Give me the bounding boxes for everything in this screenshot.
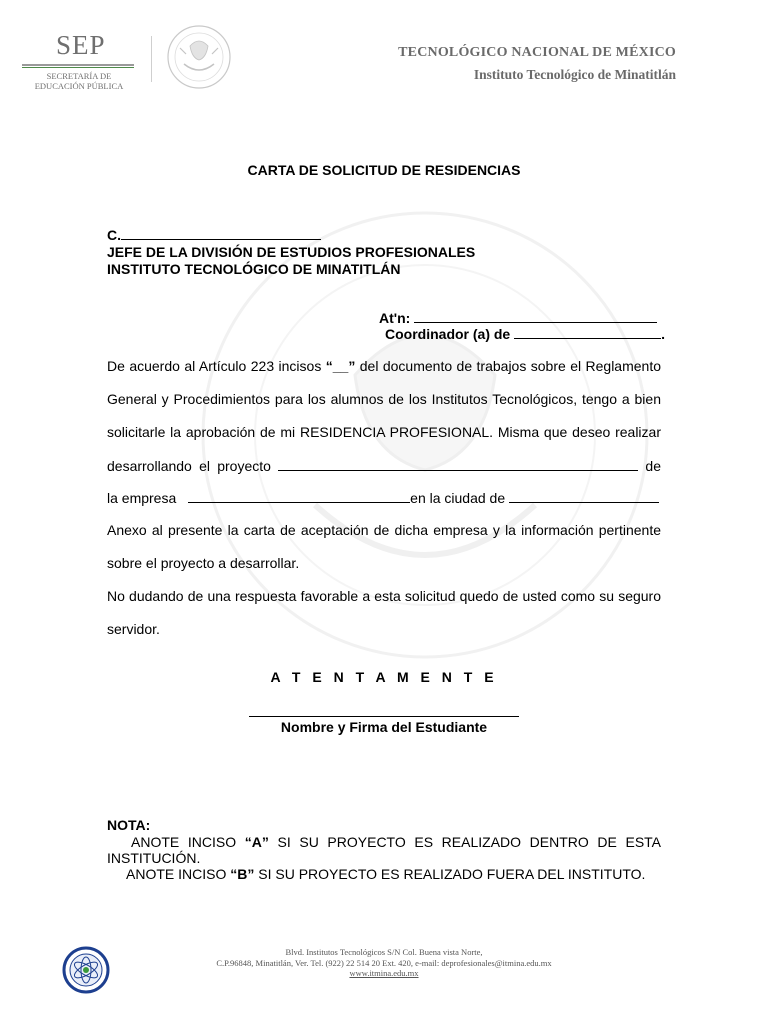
city-blank[interactable] <box>509 489 659 503</box>
institution-name: TECNOLÓGICO NACIONAL DE MÉXICO <box>398 45 676 60</box>
footer-address <box>0 947 768 979</box>
body-line-3: solicitarle la aprobación de mi RESIDENCIA PROFESIONAL. Misma que deseo realizar <box>107 424 661 440</box>
body-line-8: No dudando de una respuesta favorable a esta solicitud quedo de usted como su seguro <box>107 588 661 604</box>
header-divider <box>151 36 152 82</box>
sep-subtitle-line1: SECRETARÍA DE <box>46 71 112 81</box>
attn-blank[interactable] <box>414 309 657 323</box>
body-line-1 <box>107 358 661 374</box>
coordinator-blank[interactable] <box>514 325 661 339</box>
nota-a-pre: ANOTE INCISO <box>131 834 237 850</box>
signature-label: Nombre y Firma del Estudiante <box>280 719 488 735</box>
company-blank[interactable] <box>188 489 410 503</box>
body-line-4 <box>107 457 661 474</box>
attn-label: At'n: <box>379 310 411 326</box>
recipient-c-label: C. <box>107 227 121 243</box>
footer-line1: Blvd. Institutos Tecnológicos S/N Col. Buena vista Norte, <box>285 947 483 957</box>
nota-a-letter: “A” <box>244 834 269 850</box>
recipient-block <box>107 226 475 278</box>
company-label: la empresa <box>107 490 177 506</box>
institute-name: Instituto Tecnológico de Minatitlán <box>473 67 676 82</box>
sep-logo-icon <box>22 30 137 90</box>
nota-label: NOTA: <box>107 817 151 833</box>
recipient-institution: INSTITUTO TECNOLÓGICO DE MINATITLÁN <box>107 261 401 277</box>
city-label: en la ciudad de <box>410 490 506 506</box>
nota-a-line1: ANOTE INCISO “A” SI SU PROYECTO ES REALIZADO DENTRO DE ESTA <box>131 834 662 850</box>
body-line-9: servidor. <box>107 621 160 637</box>
sep-logo-subtitle <box>28 71 130 91</box>
recipient-name-line <box>107 226 475 244</box>
nota-b-pre: ANOTE INCISO <box>126 866 227 882</box>
body-line-5 <box>107 489 661 506</box>
nota-b-post: SI SU PROYECTO ES REALIZADO FUERA DEL INSTITUTO. <box>258 866 646 882</box>
coordinator-label: Coordinador (a) de <box>385 326 511 342</box>
coordinator-line <box>385 325 665 343</box>
footer-line2: C.P.96848, Minatitlán, Ver. Tel. (922) 22 514 20 Ext. 420, e-mail: deprofesionales@itmina.edu.mx <box>216 957 552 968</box>
atentamente: A T E N T A M E N T E <box>270 669 498 685</box>
body-line-4-de: de <box>645 458 661 474</box>
body-line-1-text-a: De acuerdo al Artículo 223 incisos <box>107 358 322 374</box>
body-line-1-text-b: del documento de trabajos sobre el Reglamento <box>359 358 661 374</box>
sep-logo-text: SEP <box>56 30 106 60</box>
sep-logo-rule-green <box>22 67 134 68</box>
coordinator-end: . <box>661 326 666 342</box>
nota-a-line2: INSTITUCIÓN. <box>107 850 201 866</box>
quote-close: ” <box>348 358 356 374</box>
project-blank[interactable] <box>278 457 638 471</box>
mexico-coat-of-arms-icon <box>166 24 232 90</box>
body-line-6: Anexo al presente la carta de aceptación de dicha empresa y la información pertinente <box>107 522 661 538</box>
nota-a <box>107 834 661 850</box>
nota-b <box>126 866 645 882</box>
inciso-blank[interactable]: __ <box>332 358 349 374</box>
project-label: desarrollando el proyecto <box>107 458 271 474</box>
body-line-2: General y Procedimientos para los alumnos de los Institutos Tecnológicos, tengo a bien <box>107 391 661 407</box>
footer-website-link[interactable]: www.itmina.edu.mx <box>349 968 419 978</box>
nota-b-letter: “B” <box>230 866 255 882</box>
recipient-name-blank[interactable] <box>121 226 321 240</box>
sep-subtitle-line2: EDUCACIÓN PÚBLICA <box>34 81 124 91</box>
quote-open: “ <box>325 358 333 374</box>
body-line-7: sobre el proyecto a desarrollar. <box>107 555 300 571</box>
sep-logo-rule <box>22 64 134 66</box>
document-title: CARTA DE SOLICITUD DE RESIDENCIAS <box>247 162 521 178</box>
signature-line[interactable] <box>249 716 519 717</box>
recipient-title: JEFE DE LA DIVISIÓN DE ESTUDIOS PROFESIONALES <box>107 244 476 260</box>
